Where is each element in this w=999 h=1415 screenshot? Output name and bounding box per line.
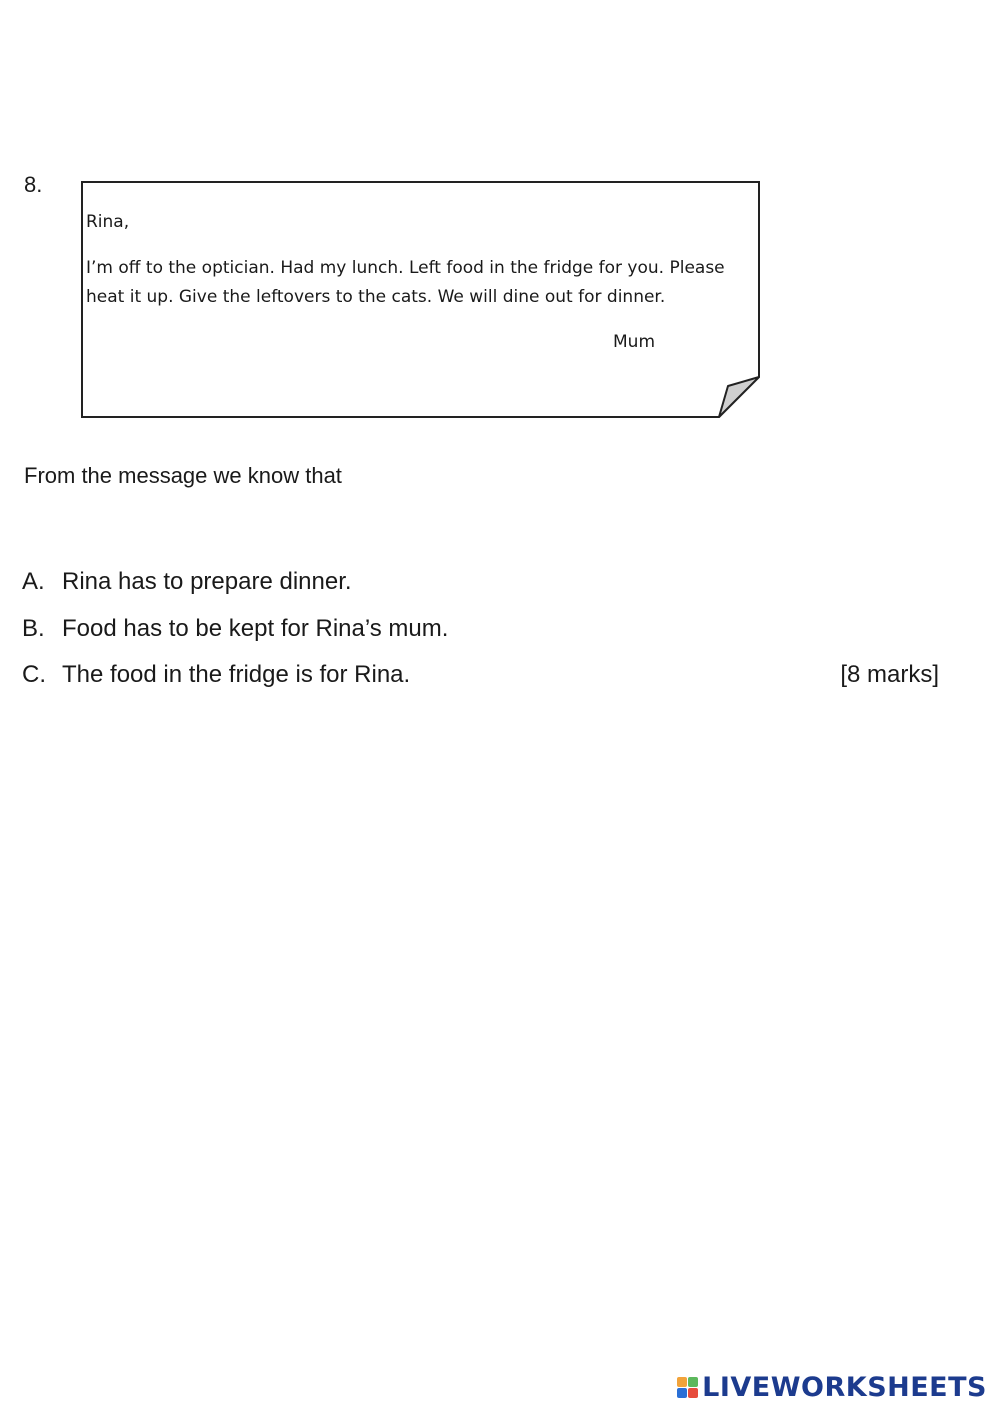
option-b[interactable]: [22, 615, 448, 643]
logo-square-4: [688, 1388, 698, 1398]
note-box: [0, 0, 999, 440]
question-number: 8.: [24, 172, 43, 197]
option-a-text: Rina has to prepare dinner.: [62, 568, 352, 595]
note-signoff: Mum: [613, 332, 656, 352]
option-b-letter: B.: [22, 615, 45, 642]
option-c[interactable]: [22, 661, 410, 689]
liveworksheets-logo: [677, 1372, 987, 1403]
logo-grid-icon: [677, 1377, 698, 1398]
logo-square-2: [688, 1377, 698, 1387]
note-body-line-2: heat it up. Give the leftovers to the cats. We will dine out for dinner.: [86, 287, 666, 307]
logo-text: LIVEWORKSHEETS: [702, 1372, 987, 1403]
option-a[interactable]: [22, 568, 352, 596]
note-greeting: Rina,: [86, 212, 130, 232]
option-a-letter: A.: [22, 568, 45, 595]
logo-square-1: [677, 1377, 687, 1387]
option-c-letter: C.: [22, 661, 46, 688]
question-prompt: From the message we know that: [24, 463, 342, 488]
note-body-line-1: I’m off to the optician. Had my lunch. Left food in the fridge for you. Please: [86, 258, 725, 278]
logo-square-3: [677, 1388, 687, 1398]
option-c-text: The food in the fridge is for Rina.: [62, 661, 411, 688]
option-b-text: Food has to be kept for Rina’s mum.: [62, 615, 449, 642]
marks-label: [8 marks]: [840, 661, 939, 688]
